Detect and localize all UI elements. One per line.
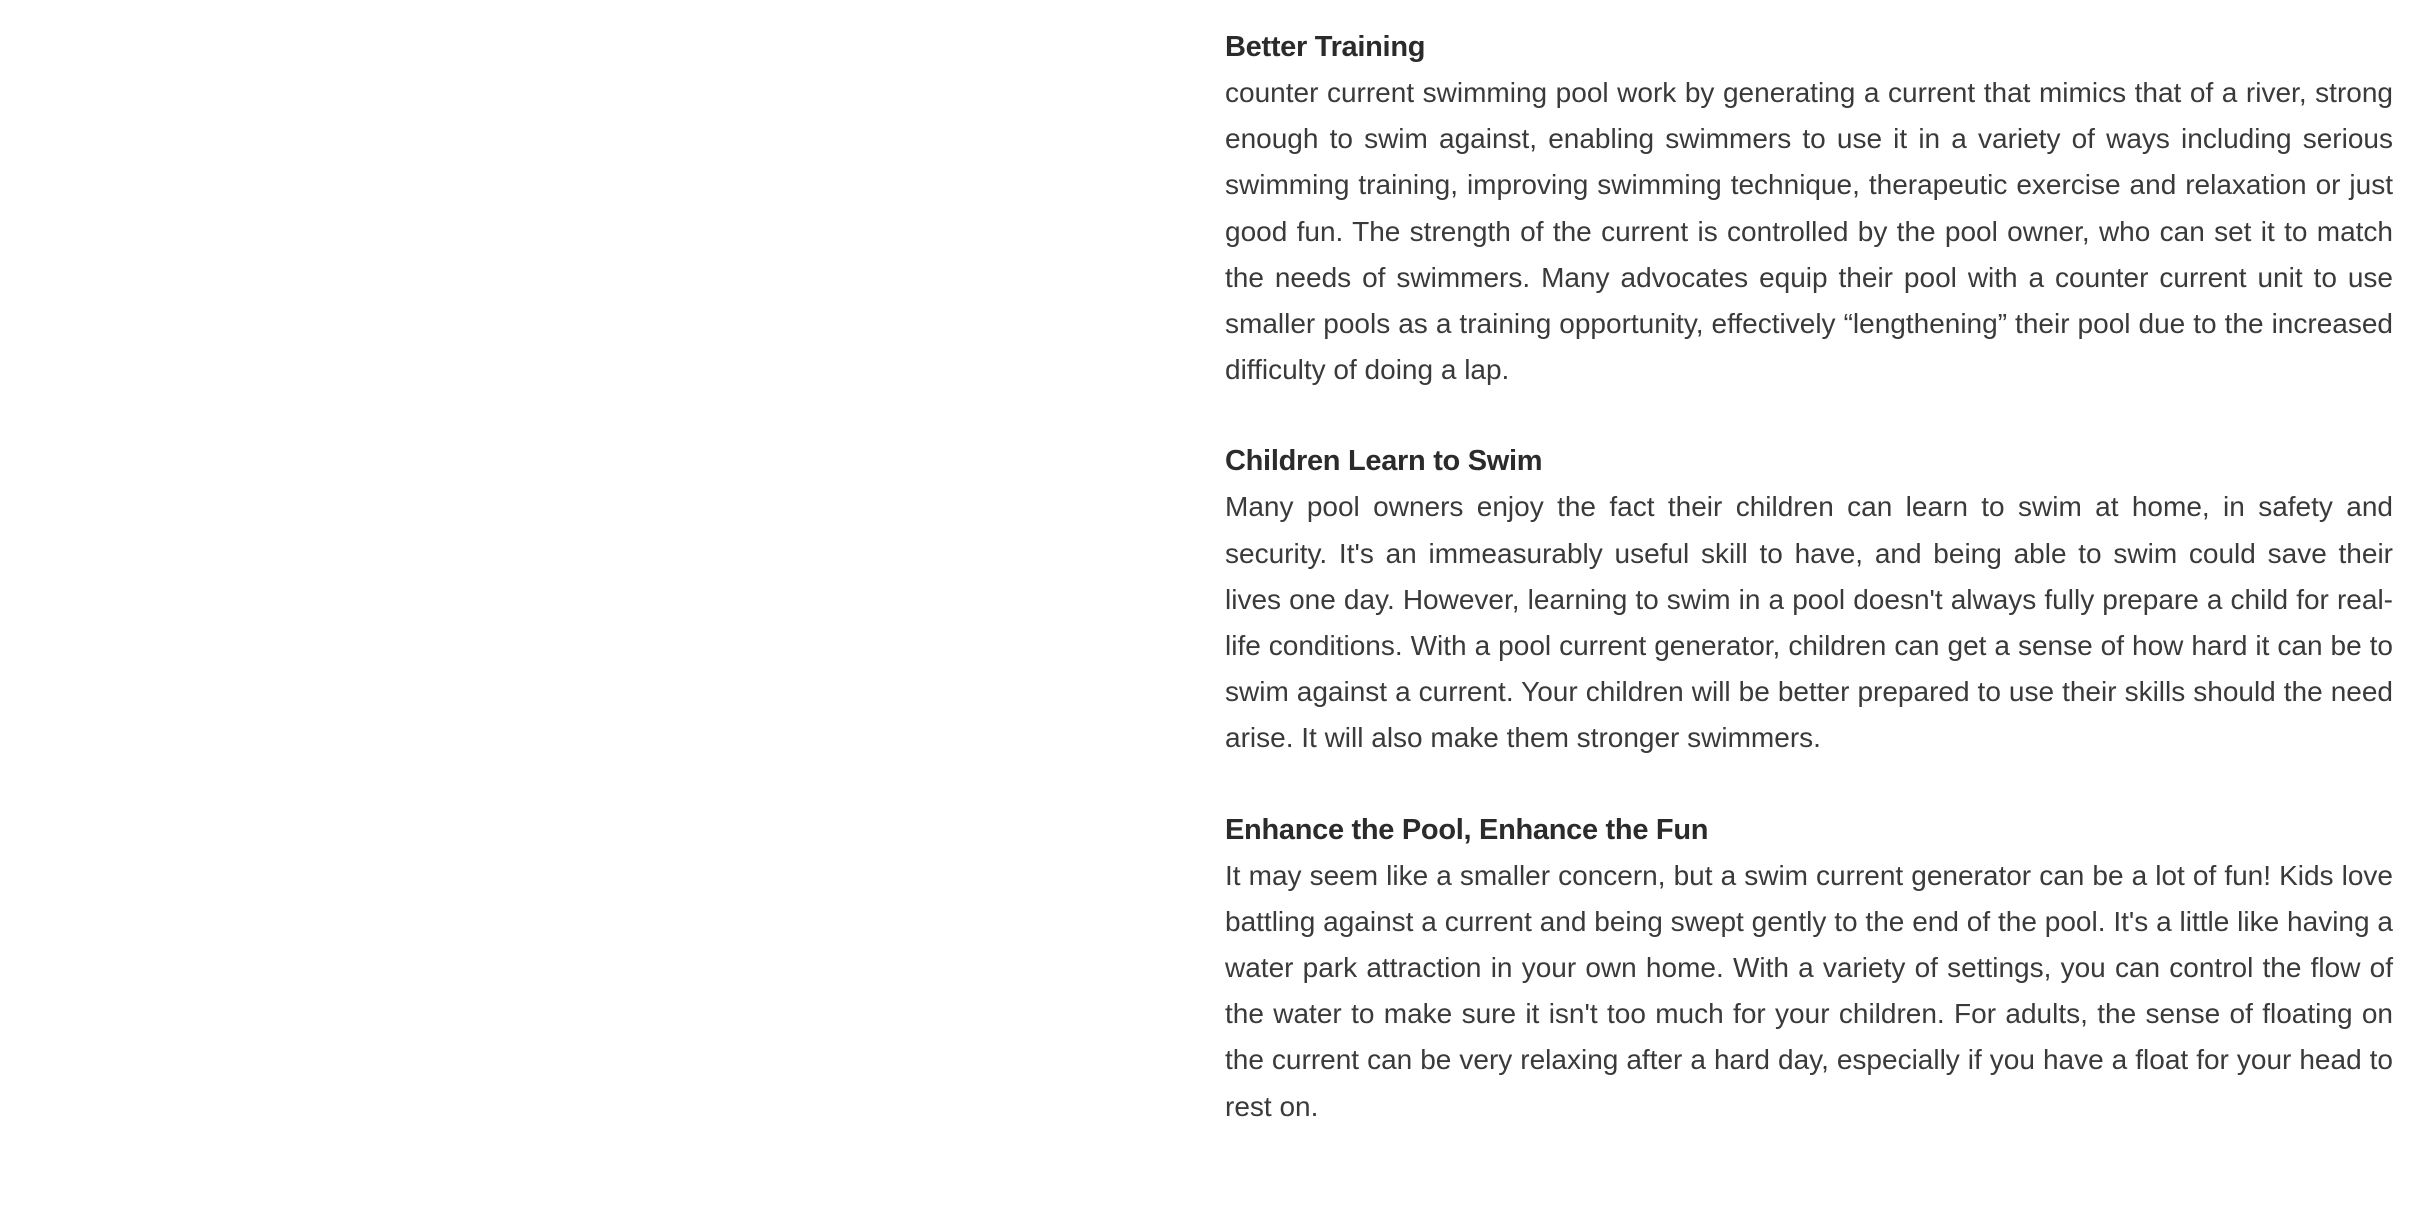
section-better-training — [1225, 24, 2393, 393]
section-body: Many pool owners enjoy the fact their children can learn to swim at home, in safety and security. It's an immeasurably useful skill to have, and being able to swim could save their lives one day. However, learning to swim in a pool doesn't always fully prepare a child for real-life conditions. With a pool current generator, children can get a sense of how hard it can be to swim against a current. Your children will be better prepared to use their skills should the need arise. It will also make them stronger swimmers. — [1225, 491, 2393, 754]
section-title: Children Learn to Swim — [1225, 445, 1543, 478]
section-children-learn-to-swim — [1225, 438, 2393, 761]
section-title: Enhance the Pool, Enhance the Fun — [1225, 813, 1709, 846]
section-title: Better Training — [1225, 31, 1426, 63]
article-content — [1225, 24, 2393, 1130]
section-body: It may seem like a smaller concern, but a swim current generator can be a lot of fun! Kids love battling against a current and being swept gently to the end of the pool. It's a little like having a water park attraction in your own home. With a variety of settings, you can control the flow of the water to make sure it isn't too much for your children. For adults, the sense of floating on the current can be very relaxing after a hard day, especially if you have a float for your head to rest on. — [1225, 859, 2393, 1122]
section-body: counter current swimming pool work by generating a current that mimics that of a river, strong enough to swim against, enabling swimmers to use it in a variety of ways including serious swimming training, improving swimming technique, therapeutic exercise and relaxation or just good fun. The strength of the current is controlled by the pool owner, who can set it to match the needs of swimmers. Many advocates equip their pool with a counter current unit to use smaller pools as a training opportunity, effectively “lengthening” their pool due to the increased difficulty of doing a lap. — [1225, 77, 2393, 386]
section-enhance-the-fun — [1225, 807, 2393, 1130]
